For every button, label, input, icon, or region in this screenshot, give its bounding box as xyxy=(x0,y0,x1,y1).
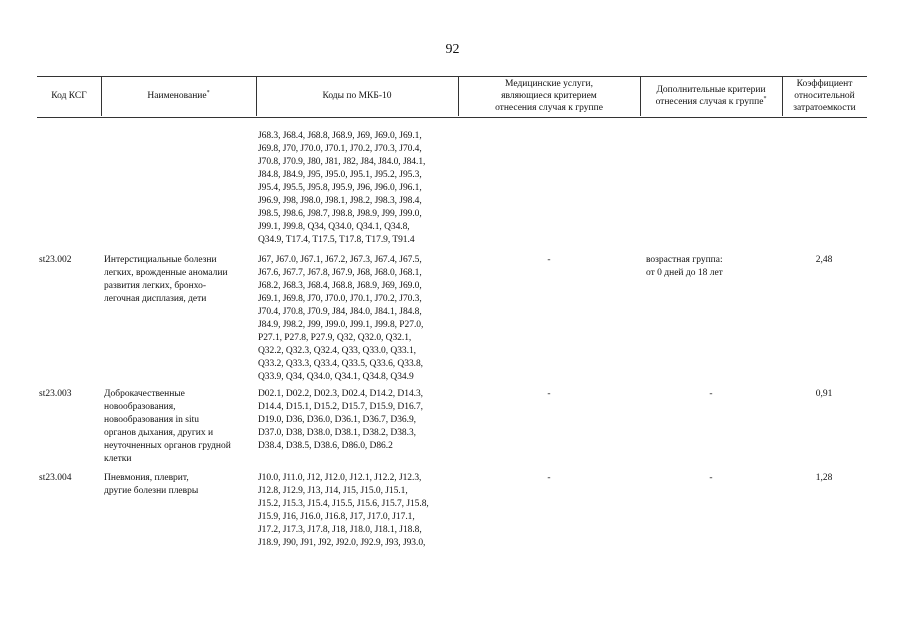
ksg-name: Интерстициальные болезни легких, врожденные аномалии развития легких, бронхо- легочная дисплазия, дети xyxy=(104,255,228,304)
additional-criteria: - xyxy=(709,473,713,483)
page-number: 92 xyxy=(445,42,460,57)
ksg-code: st23.004 xyxy=(39,473,72,483)
mkb10-codes: D02.1, D02.2, D02.3, D02.4, D14.2, D14.3, D14.4, D15.1, D15.2, D15.7, D15.9, D16.7, D19.0, D36, D36.0, D36.1, D36.7, D36.9, D37.0, D38, D38.0, D38.1, D38.2, D38.3, D38.4, D38.5, D38.6, D86.0, D86.2 xyxy=(258,389,423,451)
header-mkb10: Коды по МКБ-10 xyxy=(322,91,392,101)
ksg-code: st23.002 xyxy=(39,255,72,265)
header-medical-services: Медицинские услуги, являющиеся критерием отнесения случая к группе xyxy=(495,79,603,113)
medical-services: - xyxy=(547,473,551,483)
header-name: Наименование* xyxy=(147,89,210,101)
header-coefficient: Коэффициент относительной затратоемкости xyxy=(793,79,856,113)
medical-services: - xyxy=(547,255,551,265)
ksg-code: st23.003 xyxy=(39,389,72,399)
mkb10-codes: J10.0, J11.0, J12, J12.0, J12.1, J12.2, J12.3, J12.8, J12.9, J13, J14, J15, J15.0, J15.1, J15.2, J15.3, J15.4, J15.5, J15.6, J15.7, J15.8, J15.9, J16, J16.0, J16.8, J17, J17.0, J17.1, J17.2, J17.3, J17.8, J18, J18.0, J18.1, J18.8, J18.9, J90, J91, J92, J92.0, J92.9, J93, J93.0, xyxy=(258,473,429,548)
header-additional-criteria: Дополнительные критерии отнесения случая к группе* xyxy=(655,85,767,107)
medical-services: - xyxy=(547,389,551,399)
mkb10-codes: J68.3, J68.4, J68.8, J68.9, J69, J69.0, J69.1, J69.8, J70, J70.0, J70.1, J70.2, J70.3, J70.4, J70.8, J70.9, J80, J81, J82, J84, J84.0, J84.1, J84.8, J84.9, J95, J95.0, J95.1, J95.2, J95.3, J95.4, J95.5, J95.8, J95.9, J96, J96.0, J96.1, J96.9, J98, J98.0, J98.1, J98.2, J98.3, J98.4, J98.5, J98.6, J98.7, J98.8, J98.9, J99, J99.0, J99.1, J99.8, Q34, Q34.0, Q34.1, Q34.8, Q34.9, T17.4, T17.5, T17.8, T17.9, T91.4 xyxy=(258,131,426,245)
additional-criteria: возрастная группа: от 0 дней до 18 лет xyxy=(646,255,723,278)
coefficient: 0,91 xyxy=(815,389,833,399)
mkb10-codes: J67, J67.0, J67.1, J67.2, J67.3, J67.4, J67.5, J67.6, J67.7, J67.8, J67.9, J68, J68.0, J68.1, J68.2, J68.3, J68.4, J68.8, J68.9, J69, J69.0, J69.1, J69.8, J70, J70.0, J70.1, J70.2, J70.3, J70.4, J70.8, J70.9, J84, J84.0, J84.1, J84.8, J84.9, J98.2, J99, J99.0, J99.1, J99.8, P27.0, P27.1, P27.8, P27.9, Q32, Q32.0, Q32.1, Q32.2, Q32.3, Q32.4, Q33, Q33.0, Q33.1, Q33.2, Q33.3, Q33.4, Q33.5, Q33.6, Q33.8, Q33.9, Q34, Q34.0, Q34.1, Q34.8, Q34.9 xyxy=(258,255,424,382)
additional-criteria: - xyxy=(709,389,713,399)
coefficient: 2,48 xyxy=(815,255,833,265)
coefficient: 1,28 xyxy=(815,473,833,483)
ksg-name: Доброкачественные новообразования, новообразования in situ органов дыхания, других и неуточненных органов грудной клетки xyxy=(104,389,231,464)
ksg-name: Пневмония, плеврит, другие болезни плевры xyxy=(104,473,199,496)
header-ksg-code: Код КСГ xyxy=(51,91,87,101)
